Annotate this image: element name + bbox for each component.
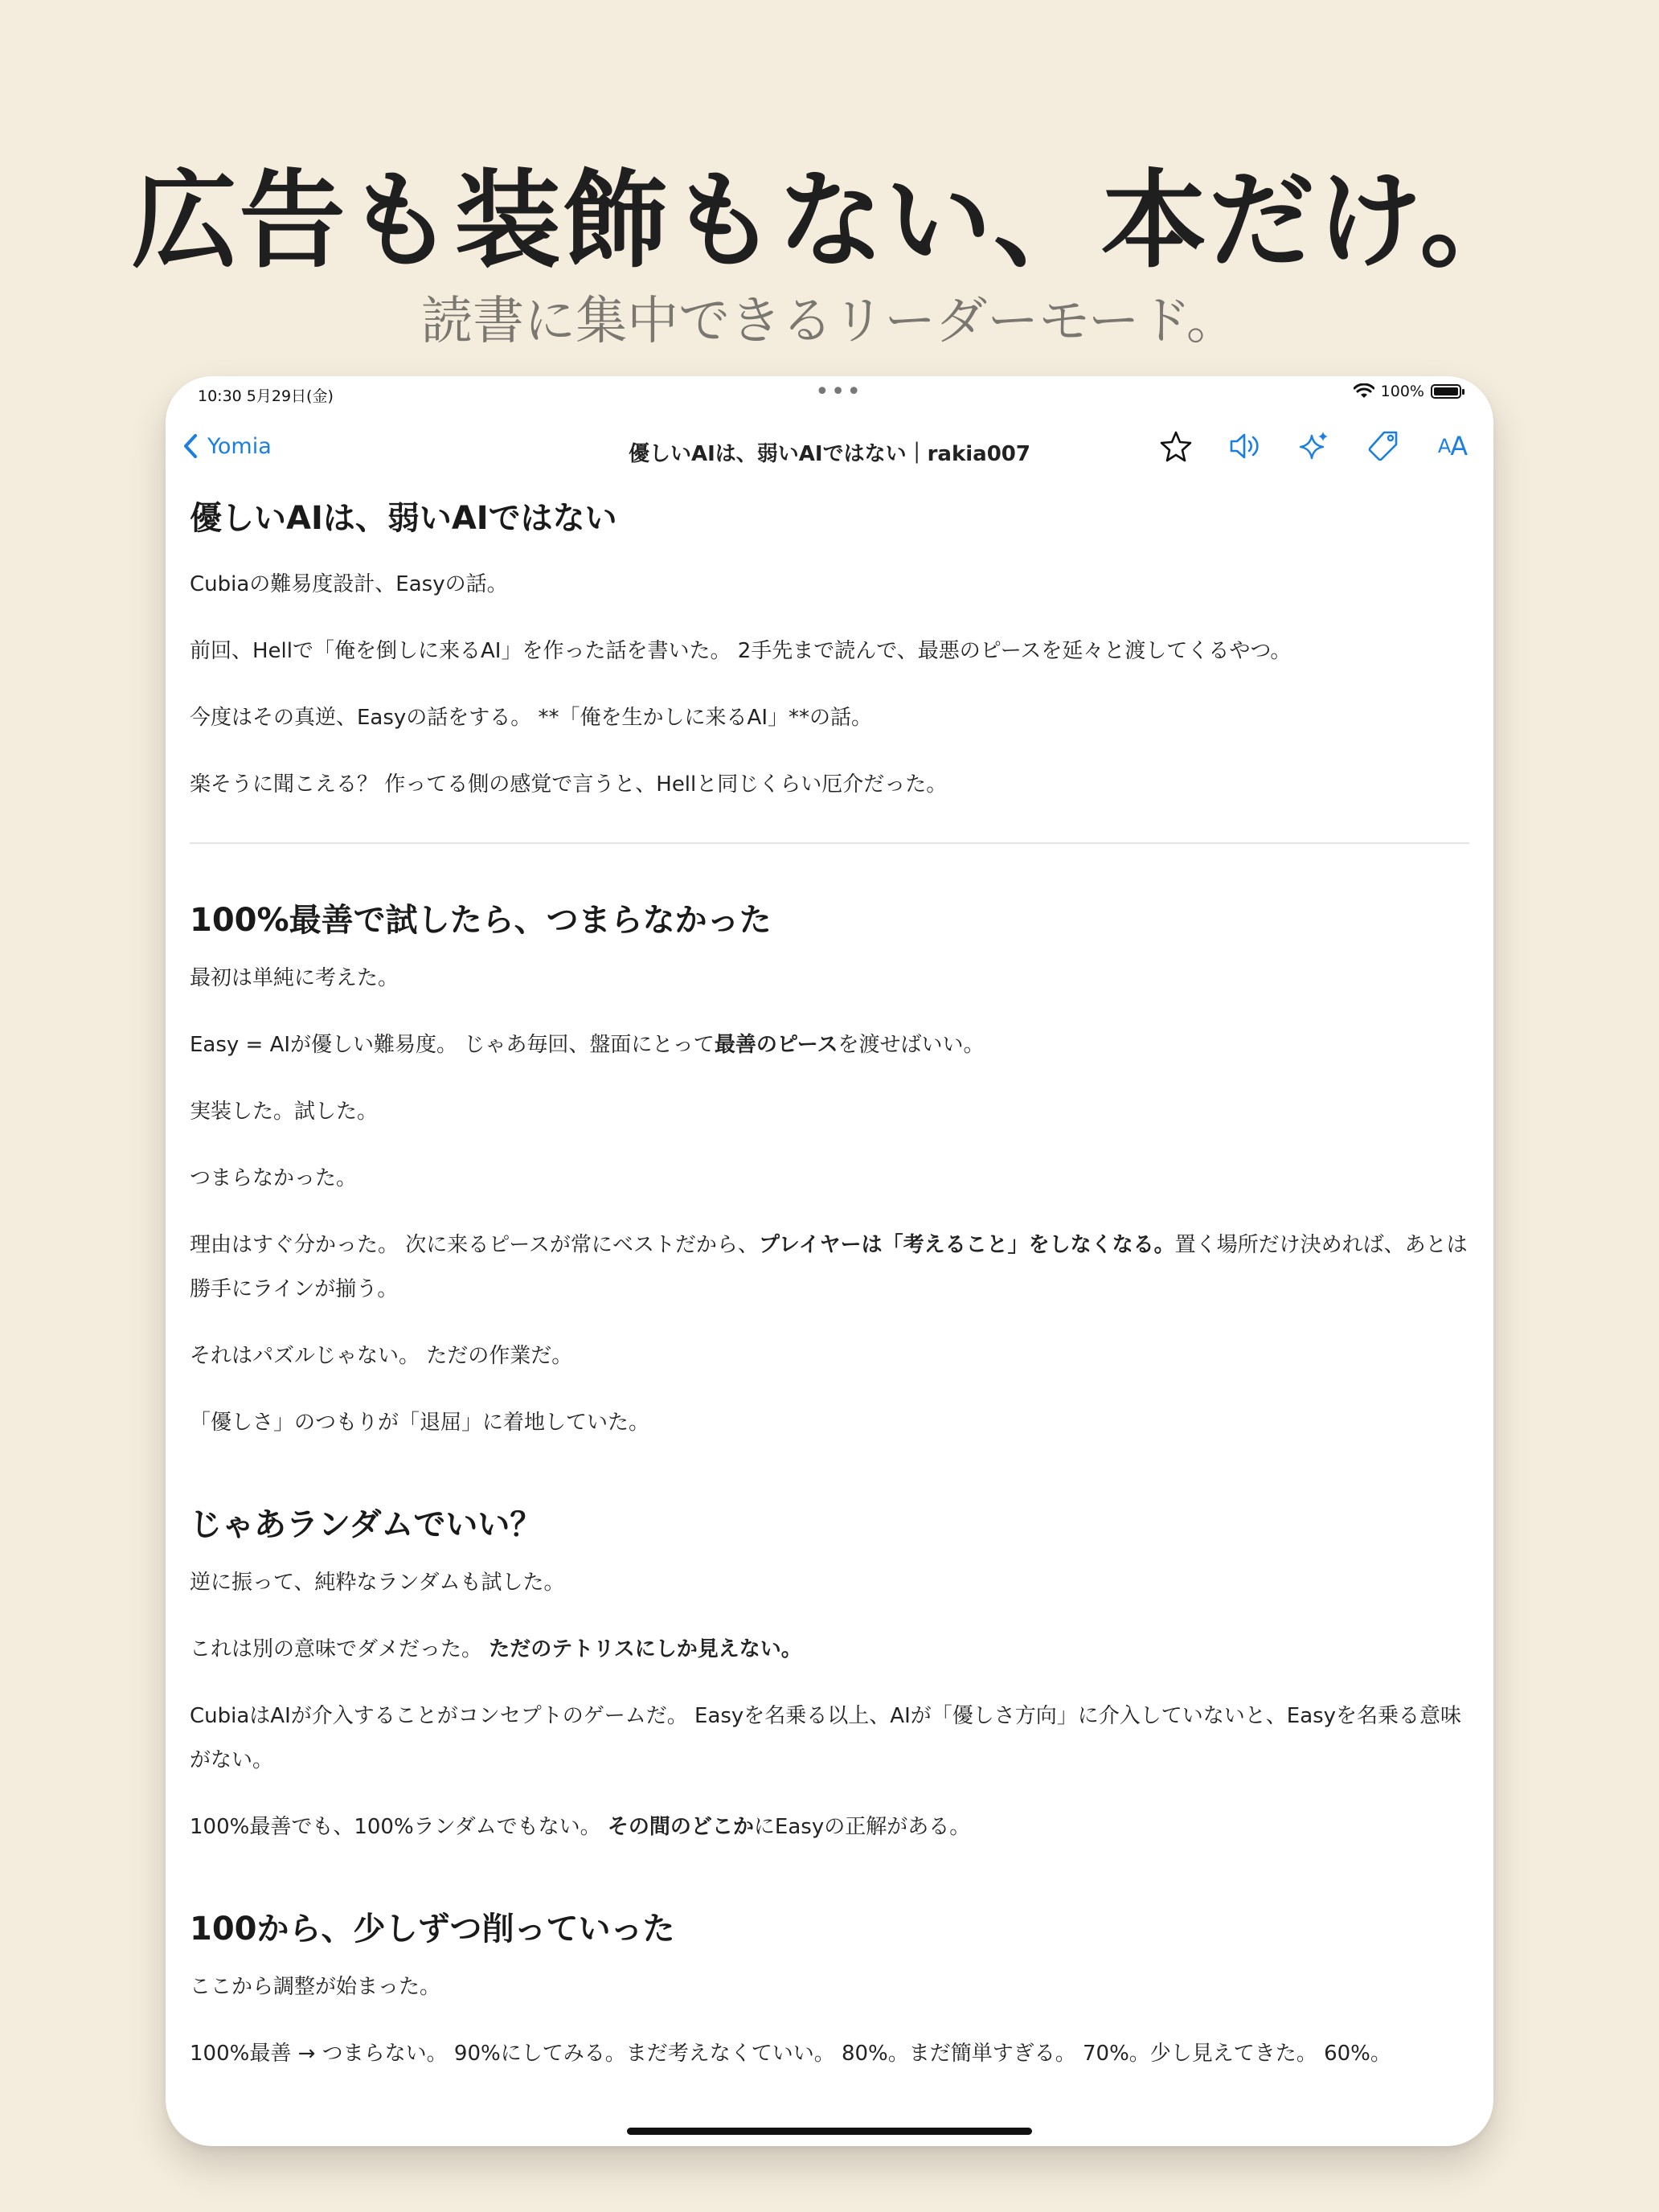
paragraph: Easy = AIが優しい難易度。 じゃあ毎回、盤面にとって最善のピースを渡せばいい。 <box>190 1033 985 1057</box>
section-heading: じゃあランダムでいい？ <box>190 1506 543 1543</box>
paragraph: 理由はすぐ分かった。 次に来るピースが常にベストだから、プレイヤーは「考えること」をしなくなる。置く場所だけ決めれば、あとは勝手にラインが揃う。 <box>190 1233 1468 1301</box>
navigation-bar <box>166 421 1493 479</box>
star-icon[interactable] <box>1159 429 1193 463</box>
wifi-icon <box>1354 383 1374 399</box>
paragraph: 楽そうに聞こえる？ 作ってる側の感覚で言うと、Hellと同じくらい厄介だった。 <box>190 772 948 797</box>
toolbar-actions <box>1159 429 1469 463</box>
tag-icon[interactable] <box>1366 429 1400 463</box>
paragraph: 100%最善でも、100%ランダムでもない。 その間のどこかにEasyの正解がある。 <box>190 1815 971 1839</box>
tablet-screen <box>166 376 1493 2146</box>
speaker-icon[interactable] <box>1228 429 1262 463</box>
multitasking-dots-icon[interactable]: ••• <box>815 378 863 406</box>
section-heading: 100から、少しずつ削っていった <box>190 1911 675 1948</box>
bold-text: プレイヤーは「考えること」をしなくなる。 <box>758 1233 1175 1257</box>
bold-text: ただのテトリスにしか見えない。 <box>489 1637 802 1661</box>
paragraph: Cubiaの難易度設計、Easyの話。 <box>190 572 508 596</box>
paragraph: 今度はその真逆、Easyの話をする。 **「俺を生かしに来るAI」**の話。 <box>190 706 873 730</box>
promo-subline: 読書に集中できるリーダーモード。 <box>421 292 1238 351</box>
back-button-label: Yomia <box>207 433 272 459</box>
paragraph: これは別の意味でダメだった。 ただのテトリスにしか見えない。 <box>190 1637 802 1661</box>
paragraph: ここから調整が始まった。 <box>190 1975 441 1999</box>
back-button[interactable] <box>182 432 272 460</box>
paragraph: 最初は単純に考えた。 <box>190 966 399 990</box>
battery-fill <box>1434 387 1458 395</box>
paragraph: 実装した。試した。 <box>190 1100 379 1124</box>
battery-percent: 100% <box>1380 383 1424 400</box>
paragraph: 「優しさ」のつもりが「退屈」に着地していた。 <box>190 1411 650 1435</box>
bold-text: 最善のピース <box>714 1033 838 1057</box>
home-indicator[interactable] <box>627 2128 1032 2135</box>
status-bar <box>166 376 1493 408</box>
paragraph: CubiaはAIが介入することがコンセプトのゲームだ。 Easyを名乗る以上、AIが「優しさ方向」に介入していないと、Easyを名乗る意味がない。 <box>190 1704 1462 1772</box>
article-title: 優しいAIは、弱いAIではない <box>190 500 617 537</box>
sparkles-icon[interactable] <box>1297 429 1331 463</box>
chevron-left-icon <box>182 432 199 460</box>
page-title: 優しいAIは、弱いAIではない｜rakia007 <box>629 442 1030 466</box>
paragraph: つまらなかった。 <box>190 1166 358 1190</box>
status-time: 10:30 5月29日(金) <box>198 387 334 405</box>
article-content <box>190 497 1469 2076</box>
paragraph: 100%最善 → つまらない。 90%にしてみる。まだ考えなくていい。 80%。まだ簡単すぎる。 70%。少し見えてきた。 60%。 <box>190 2042 1391 2066</box>
paragraph: それはパズルじゃない。 ただの作業だ。 <box>190 1344 573 1368</box>
text-size-small: A <box>1437 435 1451 457</box>
status-right <box>1354 383 1461 400</box>
text-size-icon[interactable] <box>1436 429 1469 463</box>
text-size-big: A <box>1450 431 1468 461</box>
paragraph: 逆に振って、純粋なランダムも試した。 <box>190 1571 565 1595</box>
paragraph: 前回、Hellで「俺を倒しに来るAI」を作った話を書いた。 2手先まで読んで、最悪のピースを延々と渡してくるやつ。 <box>190 639 1292 663</box>
battery-icon <box>1431 384 1461 399</box>
section-heading: 100%最善で試したら、つまらなかった <box>190 902 772 939</box>
promo-headline: 広告も装飾もない、本だけ。 <box>131 159 1528 283</box>
bold-text: その間のどこか <box>607 1815 754 1839</box>
